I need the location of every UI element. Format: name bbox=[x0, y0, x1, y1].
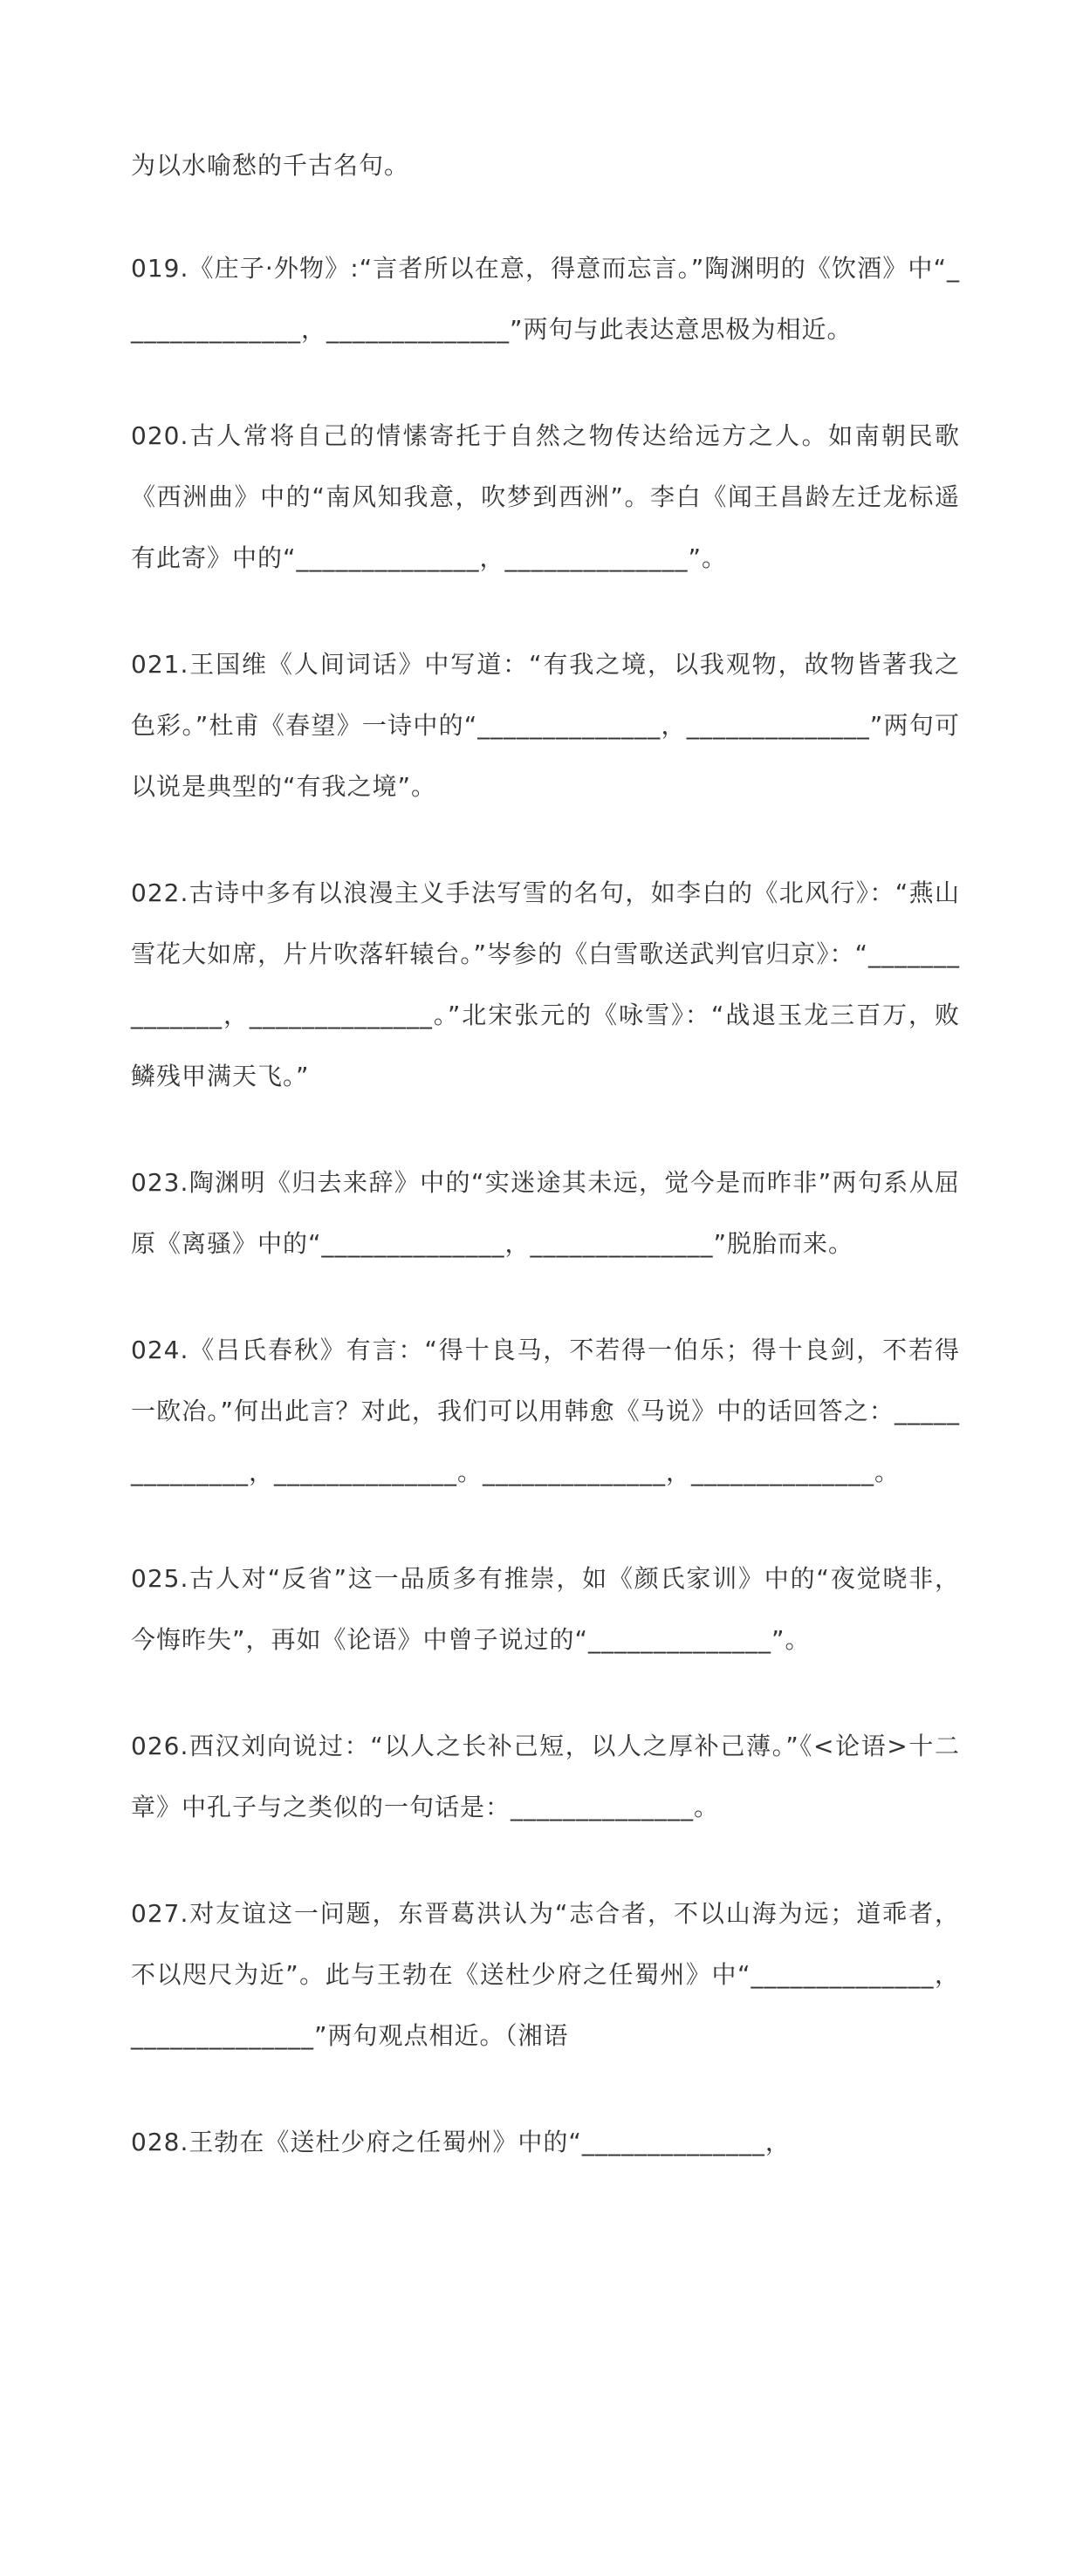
question-022: 022.古诗中多有以浪漫主义手法写雪的名句，如李白的《北风行》：“燕山雪花大如席，片片吹落轩辕台。”岑参的《白雪歌送武判官归京》：“______________，______________。”北宋张元的《咏雪》：“战退玉龙三百万，败鳞残甲满天飞。” bbox=[131, 878, 960, 1090]
question-027: 027.对友谊这一问题，东晋葛洪认为“志合者，不以山海为远；道乖者，不以咫尺为近”。此与王勃在《送杜少府之任蜀州》中“______________，______________”两句观点相近。（湘语 bbox=[131, 1899, 960, 2050]
paragraph-018-tail: 为以水喻愁的千古名句。 bbox=[131, 151, 410, 180]
question-026: 026.西汉刘向说过：“以人之长补己短，以人之厚补己薄。”《<论语>十二章》中孔子与之类似的一句话是：______________。 bbox=[131, 1732, 960, 1821]
document-body bbox=[131, 135, 960, 2218]
question-028: 028.王勃在《送杜少府之任蜀州》中的“______________， bbox=[131, 2128, 791, 2156]
question-024: 024.《吕氏春秋》有言：“得十良马，不若得一伯乐；得十良剑，不若得一欧冶。”何出此言？对此，我们可以用韩愈《马说》中的话回答之：______________，______________。______________，______________。 bbox=[131, 1336, 960, 1486]
question-020: 020.古人常将自己的情愫寄托于自然之物传达给远方之人。如南朝民歌《西洲曲》中的“南风知我意，吹梦到西洲”。李白《闻王昌龄左迁龙标遥有此寄》中的“______________，______________”。 bbox=[131, 421, 960, 572]
question-025: 025.古人对“反省”这一品质多有推崇，如《颜氏家训》中的“夜觉晓非，今悔昨失”，再如《论语》中曾子说过的“______________”。 bbox=[131, 1564, 960, 1654]
question-023: 023.陶渊明《归去来辞》中的“实迷途其未远，觉今是而昨非”两句系从屈原《离骚》中的“______________，______________”脱胎而来。 bbox=[131, 1168, 960, 1258]
question-019: 019.《庄子·外物》:“言者所以在意，得意而忘言。”陶渊明的《饮酒》中“______________，______________”两句与此表达意思极为相近。 bbox=[131, 254, 960, 344]
question-021: 021.王国维《人间词话》中写道：“有我之境，以我观物，故物皆著我之色彩。”杜甫《春望》一诗中的“______________，______________”两句可以说是典型的“有我之境”。 bbox=[131, 650, 960, 801]
